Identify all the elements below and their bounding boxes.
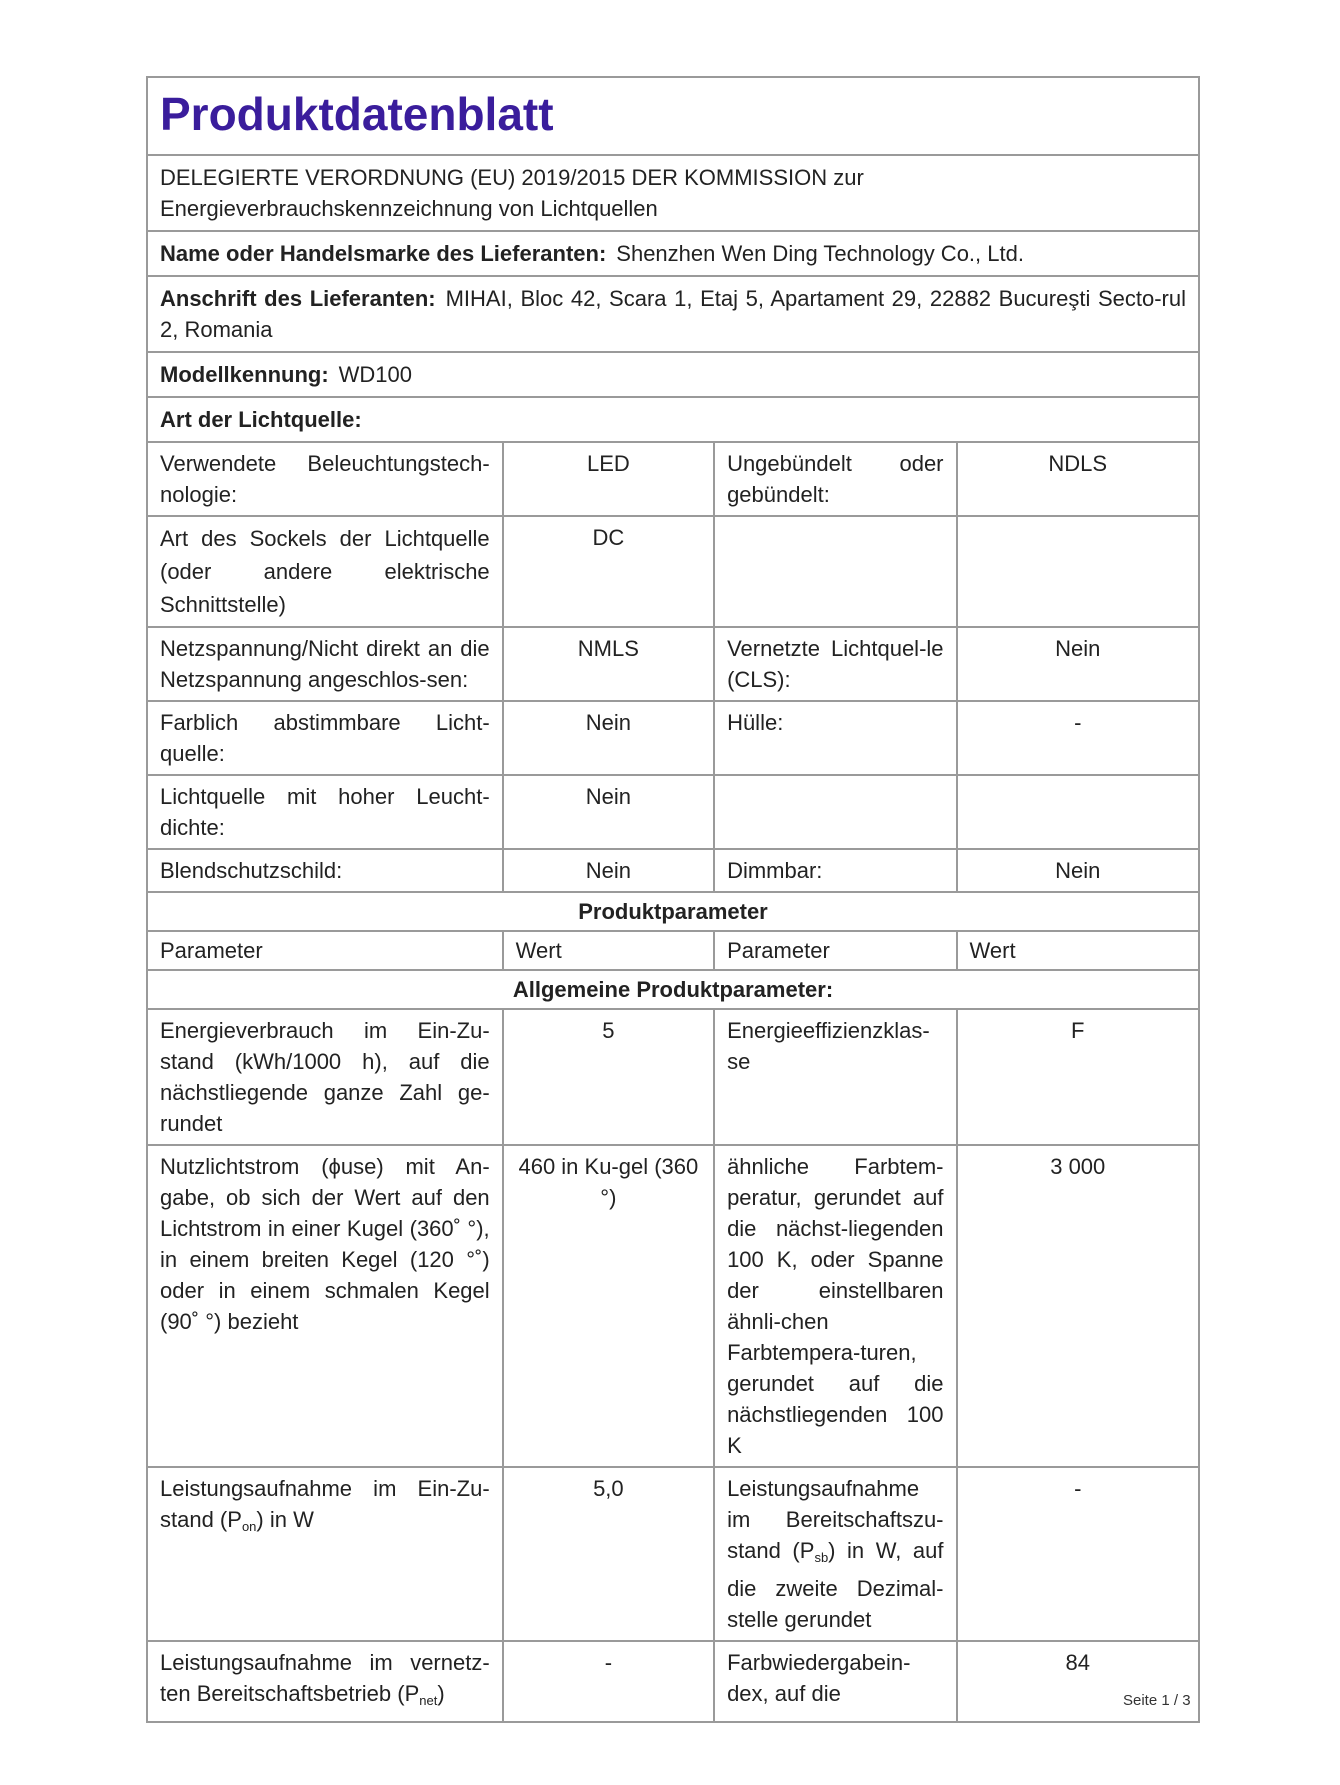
table-row	[147, 516, 1199, 627]
table-row	[147, 849, 1199, 892]
table-row	[147, 1145, 1199, 1467]
column-header-value-2: Wert	[957, 931, 1199, 970]
param-cell	[147, 1467, 503, 1641]
general-parameters-heading: Allgemeine Produktparameter:	[147, 970, 1199, 1009]
value-cell: NMLS	[503, 627, 714, 701]
param-cell: Hülle:	[714, 701, 956, 775]
param-cell: Farblich abstimmbare Licht-quelle:	[147, 701, 503, 775]
standby-label-a: Leistungsaufnahme im Bereitschaftszu-stand (P	[727, 1476, 944, 1563]
value-cell: Nein	[957, 849, 1199, 892]
param-cell: Netzspannung/Nicht direkt an die Netzspannung angeschlos-sen:	[147, 627, 503, 701]
param-cell: Blendschutzschild:	[147, 849, 503, 892]
page-number: Seite 1 / 3	[1123, 1692, 1191, 1709]
param-cell: Farbwiedergabein-dex, auf die	[714, 1641, 956, 1722]
model-label: Modellkennung:	[160, 362, 329, 387]
param-cell	[714, 516, 956, 627]
table-row	[147, 442, 1199, 516]
param-cell: Energieverbrauch im Ein-Zu-stand (kWh/1000 h), auf die nächstliegende ganze Zahl ge-rundet	[147, 1009, 503, 1145]
value-cell: LED	[503, 442, 714, 516]
table-row	[147, 1467, 1199, 1641]
supplier-address-value: MIHAI, Bloc 42, Scara 1, Etaj 5, Apartament 29, 22882 Bucureşti Secto-rul 2, Romania	[160, 286, 1186, 342]
param-cell: Vernetzte Lichtquel-le (CLS):	[714, 627, 956, 701]
light-source-type-label: Art der Lichtquelle:	[160, 407, 362, 432]
standby-subscript: sb	[814, 1550, 829, 1565]
param-cell: ähnliche Farbtem-peratur, gerundet auf die nächst-liegenden 100 K, oder Spanne der einstellbaren ähnli-chen Farbtempera-turen, gerundet auf die nächstliegenden 100 K	[714, 1145, 956, 1467]
regulation-line-2: Energieverbrauchskennzeichnung von Lichtquellen	[160, 196, 658, 221]
value-cell: NDLS	[957, 442, 1199, 516]
value-cell	[957, 775, 1199, 849]
column-header-value: Wert	[503, 931, 714, 970]
value-cell: F	[957, 1009, 1199, 1145]
param-cell: Nutzlichtstrom (ϕuse) mit An-gabe, ob sich der Wert auf den Lichtstrom in einer Kugel (360˚ °), in einem breiten Kegel (120 °˚) oder in einem schmalen Kegel (90˚ °) bezieht	[147, 1145, 503, 1467]
param-cell	[714, 775, 956, 849]
table-row	[147, 627, 1199, 701]
network-subscript: net	[419, 1693, 438, 1708]
value-cell: 5,0	[503, 1467, 714, 1641]
parameters-table	[146, 441, 1200, 1723]
light-source-type-row	[148, 396, 1198, 441]
page-title: Produktdatenblatt	[148, 76, 1198, 154]
value-cell: 460 in Ku-gel (360 °)	[503, 1145, 714, 1467]
supplier-address-label: Anschrift des Lieferanten:	[160, 286, 436, 311]
regulation-block	[148, 154, 1198, 230]
product-parameters-heading-row	[147, 892, 1199, 931]
value-cell: Nein	[957, 627, 1199, 701]
network-label-a: Leistungsaufnahme im vernetz-ten Bereitschaftsbetrieb (P	[160, 1650, 490, 1706]
param-cell: Dimmbar:	[714, 849, 956, 892]
column-header-row	[147, 931, 1199, 970]
value-cell: -	[957, 701, 1199, 775]
power-on-label-b: ) in W	[256, 1507, 314, 1532]
param-cell: Lichtquelle mit hoher Leucht-dichte:	[147, 775, 503, 849]
value-cell: -	[957, 1467, 1199, 1641]
network-label-b: )	[437, 1681, 445, 1706]
power-on-label-a: Leistungsaufnahme im Ein-Zu-stand (P	[160, 1476, 490, 1532]
value-cell	[957, 516, 1199, 627]
model-row	[148, 351, 1198, 396]
param-cell	[714, 1467, 956, 1641]
column-header-parameter-2: Parameter	[714, 931, 956, 970]
model-value: WD100	[338, 362, 413, 387]
table-row	[147, 775, 1199, 849]
supplier-name-label: Name oder Handelsmarke des Lieferanten:	[160, 241, 607, 266]
table-row	[147, 701, 1199, 775]
table-row	[147, 1009, 1199, 1145]
value-cell: Nein	[503, 701, 714, 775]
value-cell: 3 000	[957, 1145, 1199, 1467]
value-cell: 5	[503, 1009, 714, 1145]
general-parameters-heading-row	[147, 970, 1199, 1009]
product-parameters-heading: Produktparameter	[147, 892, 1199, 931]
value-cell: -	[503, 1641, 714, 1722]
param-cell: Verwendete Beleuchtungstech-nologie:	[147, 442, 503, 516]
standby-label-b: ) in W, auf die zweite Dezimal-stelle gerundet	[727, 1538, 944, 1632]
param-cell: Ungebündelt oder gebündelt:	[714, 442, 956, 516]
param-cell	[147, 1641, 503, 1722]
column-header-parameter: Parameter	[147, 931, 503, 970]
value-cell: Nein	[503, 775, 714, 849]
supplier-name-row	[148, 230, 1198, 275]
regulation-line-1: DELEGIERTE VERORDNUNG (EU) 2019/2015 DER KOMMISSION zur	[160, 165, 864, 190]
datasheet	[146, 76, 1200, 1723]
power-on-subscript: on	[241, 1519, 257, 1534]
param-cell: Art des Sockels der Lichtquelle (oder andere elektrische Schnittstelle)	[147, 516, 503, 627]
value-cell: 84	[957, 1641, 1199, 1722]
table-row	[147, 1641, 1199, 1722]
value-cell: DC	[503, 516, 714, 627]
param-cell: Energieeffizienzklas-se	[714, 1009, 956, 1145]
supplier-name-value: Shenzhen Wen Ding Technology Co., Ltd.	[616, 241, 1024, 266]
value-cell: Nein	[503, 849, 714, 892]
supplier-address-row	[148, 275, 1198, 351]
